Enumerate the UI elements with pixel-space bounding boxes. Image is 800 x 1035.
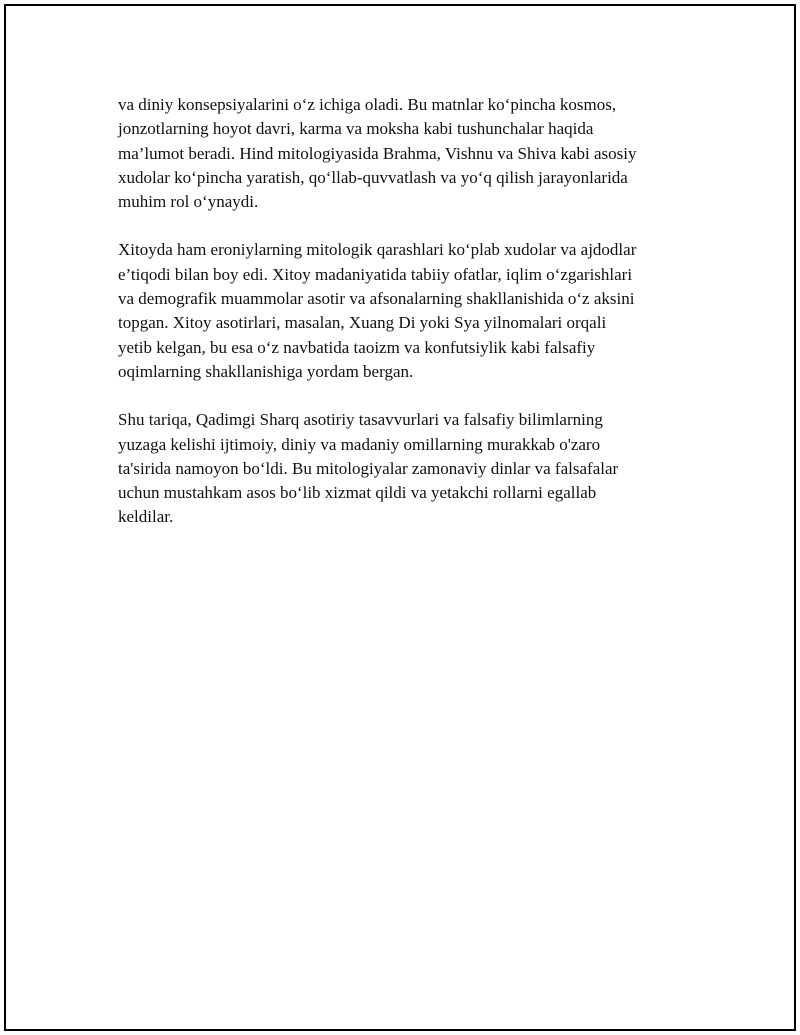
paragraph-indian-mythology: va diniy konsepsiyalarini o‘z ichiga oladi. Bu matnlar ko‘pincha kosmos, jonzotlarning hoyot davri, karma va moksha kabi tushunchalar haqida ma’lumot beradi. Hind mitologiyasida Brahma, Vishnu va Shiva kabi asosiy xudolar ko‘pincha yaratish, qo‘llab-quvvatlash va yo‘q qilish jarayonlarida muhim rol o‘ynaydi. — [118, 95, 637, 212]
paragraph-chinese-mythology: Xitoyda ham eroniylarning mitologik qarashlari ko‘plab xudolar va ajdodlar e’tiqodi bilan boy edi. Xitoy madaniyatida tabiiy ofatlar, iqlim o‘zgarishlari va demografik muammolar asotir va afsonalarning shakllanishida o‘z aksini topgan. Xitoy asotirlari, masalan, Xuang Di yoki Sya yilnomalari orqali yetib kelgan, bu esa o‘z navbatida taoizm va konfutsiylik kabi falsafiy oqimlarning shakllanishiga yordam bergan. — [118, 240, 637, 381]
paragraph-conclusion: Shu tariqa, Qadimgi Sharq asotiriy tasavvurlari va falsafiy bilimlarning yuzaga kelishi ijtimoiy, diniy va madaniy omillarning murakkab o'zaro ta'sirida namoyon bo‘ldi. Bu mitologiyalar zamonaviy dinlar va falsafalar uchun mustahkam asos bo‘lib xizmat qildi va yetakchi rollarni egallab keldilar. — [118, 410, 619, 527]
document-body — [118, 93, 678, 554]
